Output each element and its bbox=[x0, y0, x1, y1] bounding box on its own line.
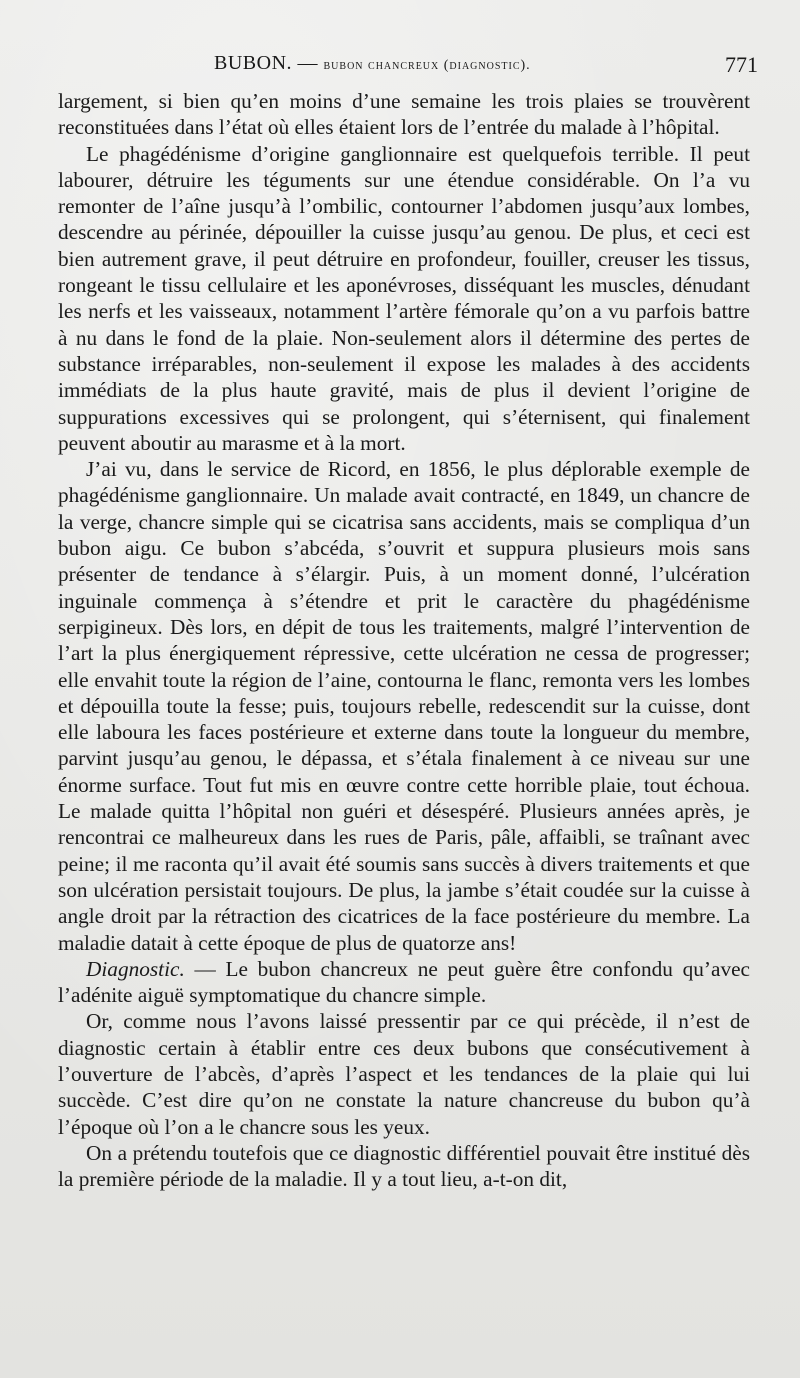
paragraph-ricord-case: J’ai vu, dans le service de Ricord, en 1856, le plus déplorable exemple de phagédénisme ganglionnaire. Un malade avait contracté, en 1849, un chancre de la verge, chancre simple qui se cicatrisa sans accidents, mais se compliqua d’un bubon aigu. Ce bubon s’abcéda, s’ouvrit et suppura plusieurs mois sans présenter de tendance à s’élargir. Puis, à un moment donné, l’ulcération inguinale commença à s’étendre et prit le caractère du phagédénisme serpigineux. Dès lors, en dépit de tous les traitements, malgré l’intervention de l’art la plus énergiquement répressive, cette ulcération ne cessa de progresser; elle envahit toute la région de l’aine, contourna le flanc, remonta vers les lombes et dépouilla toute la fesse; puis, toujours rebelle, redescendit sur la cuisse, dont elle laboura les faces postérieure et externe dans toute la longueur du membre, parvint jusqu’au genou, le dépassa, et s’étala finalement à ce niveau sur une énorme surface. Tout fut mis en œuvre contre cette horrible plaie, tout échoua. Le malade quitta l’hôpital non guéri et désespéré. Plusieurs années après, je rencontrai ce malheureux dans les rues de Paris, pâle, affaibli, se traînant avec peine; il me raconta qu’il avait été soumis sans succès à divers traitements et que son ulcération persistait toujours. De plus, la jambe s’était coudée sur la cuisse à angle droit par la rétraction des cicatrices de la face postérieure du membre. La maladie datait à cette époque de plus de quatorze ans! bbox=[58, 457, 750, 955]
running-title-sub: bubon chancreux (diagnostic). bbox=[323, 58, 531, 73]
running-title bbox=[214, 52, 531, 75]
paragraph-phagedenism: Le phagédénisme d’origine ganglionnaire est quelquefois terrible. Il peut labourer, détruire les téguments sur une étendue considérable. On l’a vu remonter de l’aîne jusqu’à l’ombilic, contourner l’abdomen jusqu’aux lombes, descendre au périnée, dépouiller la cuisse jusqu’au genou. De plus, et ceci est bien autrement grave, il peut détruire en profondeur, fouiller, creuser les tissus, rongeant le tissu cellulaire et les aponévroses, disséquant les muscles, dénudant les nerfs et les vaisseaux, notamment l’artère fémorale qu’on a vu parfois battre à nu dans le fond de la plaie. Non-seulement alors il détermine des pertes de substance irréparables, non-seulement il expose les malades à des accidents immédiats de la plus haute gravité, mais de plus il devient l’origine de suppurations excessives qui se prolongent, qui s’éternisent, qui finalement peuvent aboutir au marasme et à la mort. bbox=[58, 141, 750, 455]
running-title-dash: — bbox=[292, 52, 324, 74]
body-text bbox=[58, 88, 750, 1192]
paragraph-diagnostic bbox=[58, 956, 750, 1009]
diagnostic-heading: Diagnostic. bbox=[86, 956, 185, 981]
paragraph-differential: Or, comme nous l’avons laissé pressentir par ce qui précède, il n’est de diagnostic certain à établir entre ces deux bubons que consécutivement à l’ouverture de l’abcès, d’après l’aspect et les tendances de la plaie qui lui succède. C’est dire qu’on ne constate la nature chancreuse du bubon qu’à l’époque où l’on a le chancre sous les yeux. bbox=[58, 1009, 750, 1139]
diagnostic-text: — Le bubon chancreux ne peut guère être confondu qu’avec l’adénite aiguë symptomatique du chancre simple. bbox=[58, 956, 750, 1008]
running-title-main: BUBON. bbox=[214, 52, 293, 74]
page-header bbox=[58, 50, 758, 80]
page-number: 771 bbox=[725, 52, 758, 77]
paragraph-first-period: On a prétendu toutefois que ce diagnostic différentiel pouvait être institué dès la première période de la maladie. Il y a tout lieu, a-t-on dit, bbox=[58, 1140, 750, 1192]
paragraph-continuation: largement, si bien qu’en moins d’une semaine les trois plaies se trouvèrent reconstituées dans l’état où elles étaient lors de l’entrée du malade à l’hôpital. bbox=[58, 89, 750, 140]
